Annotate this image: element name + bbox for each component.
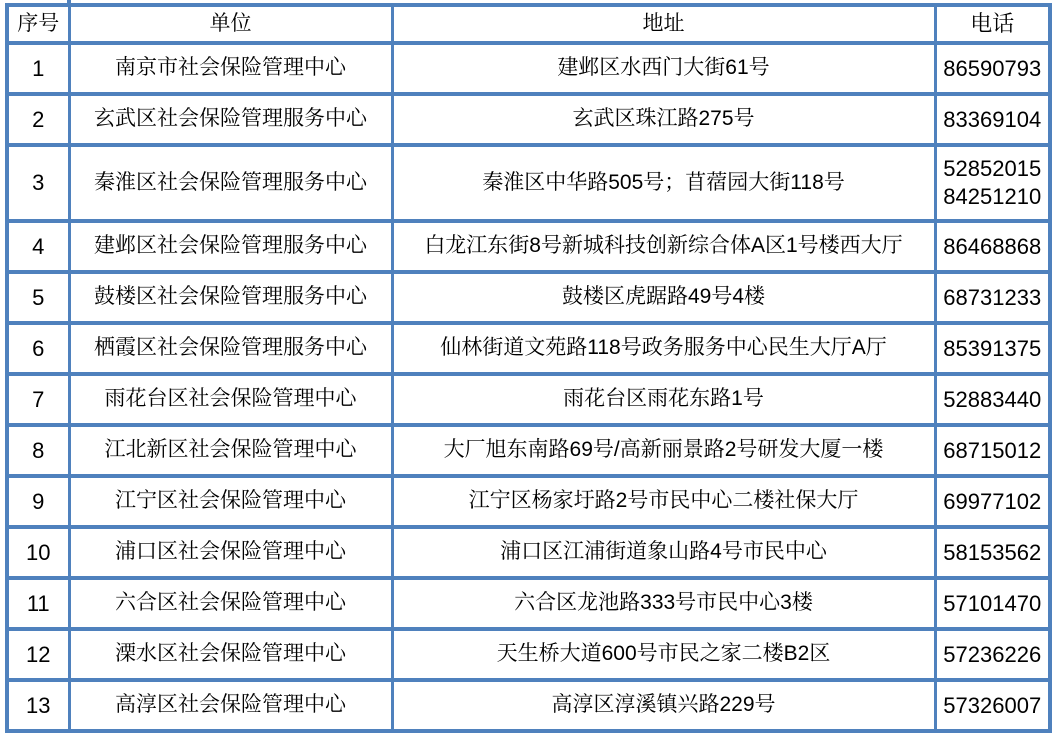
cell-no: 5: [7, 272, 69, 323]
cell-phone: 68731233: [935, 272, 1050, 323]
cell-phone: 69977102: [935, 476, 1050, 527]
border-stub-artifact: [67, 0, 71, 4]
cell-phone: 85391375: [935, 323, 1050, 374]
cell-no: 8: [7, 425, 69, 476]
cell-address: 鼓楼区虎踞路49号4楼: [392, 272, 935, 323]
cell-phone: [935, 145, 1050, 221]
cell-address: 江宁区杨家圩路2号市民中心二楼社保大厅: [392, 476, 935, 527]
cell-address: 雨花台区雨花东路1号: [392, 374, 935, 425]
cell-no: 13: [7, 680, 69, 731]
table-row: [7, 680, 1050, 731]
cell-unit: 栖霞区社会保险管理服务中心: [69, 323, 392, 374]
cell-phone: 57236226: [935, 629, 1050, 680]
header-no: 序号: [7, 5, 69, 43]
table-row: [7, 145, 1050, 221]
cell-address: 浦口区江浦街道象山路4号市民中心: [392, 527, 935, 578]
cell-unit: 建邺区社会保险管理服务中心: [69, 221, 392, 272]
table-header-row: [7, 5, 1050, 43]
table-row: [7, 476, 1050, 527]
cell-address: 仙林街道文苑路118号政务服务中心民生大厅A厅: [392, 323, 935, 374]
cell-phone: 57101470: [935, 578, 1050, 629]
cell-unit: 秦淮区社会保险管理服务中心: [69, 145, 392, 221]
header-phone: 电话: [935, 5, 1050, 43]
cell-address: 白龙江东街8号新城科技创新综合体A区1号楼西大厅: [392, 221, 935, 272]
table-row: [7, 221, 1050, 272]
cell-unit: 南京市社会保险管理中心: [69, 43, 392, 94]
header-address: 地址: [392, 5, 935, 43]
phone-line-2: 84251210: [943, 184, 1042, 209]
cell-phone: 57326007: [935, 680, 1050, 731]
cell-phone: 86468868: [935, 221, 1050, 272]
cell-unit: 浦口区社会保险管理中心: [69, 527, 392, 578]
cell-unit: 溧水区社会保险管理中心: [69, 629, 392, 680]
table-row: [7, 578, 1050, 629]
cell-no: 10: [7, 527, 69, 578]
cell-no: 12: [7, 629, 69, 680]
cell-unit: 江宁区社会保险管理中心: [69, 476, 392, 527]
cell-phone: 58153562: [935, 527, 1050, 578]
cell-no: 9: [7, 476, 69, 527]
table-row: [7, 43, 1050, 94]
cell-unit: 雨花台区社会保险管理中心: [69, 374, 392, 425]
table-row: [7, 425, 1050, 476]
cell-unit: 六合区社会保险管理中心: [69, 578, 392, 629]
table-row: [7, 374, 1050, 425]
social-insurance-centers-table: [5, 3, 1052, 733]
cell-no: 1: [7, 43, 69, 94]
cell-address: 建邺区水西门大街61号: [392, 43, 935, 94]
table-row: [7, 527, 1050, 578]
cell-address: 六合区龙池路333号市民中心3楼: [392, 578, 935, 629]
cell-no: 2: [7, 94, 69, 145]
cell-phone: 86590793: [935, 43, 1050, 94]
cell-address: 玄武区珠江路275号: [392, 94, 935, 145]
cell-address: 大厂旭东南路69号/高新丽景路2号研发大厦一楼: [392, 425, 935, 476]
cell-address: 高淳区淳溪镇兴路229号: [392, 680, 935, 731]
phone-line-1: 52852015: [943, 156, 1042, 181]
table-row: [7, 272, 1050, 323]
cell-address: 秦淮区中华路505号；苜蓿园大街118号: [392, 145, 935, 221]
cell-unit: 玄武区社会保险管理服务中心: [69, 94, 392, 145]
cell-no: 7: [7, 374, 69, 425]
cell-no: 3: [7, 145, 69, 221]
cell-phone: 68715012: [935, 425, 1050, 476]
cell-unit: 鼓楼区社会保险管理服务中心: [69, 272, 392, 323]
cell-address: 天生桥大道600号市民之家二楼B2区: [392, 629, 935, 680]
cell-unit: 江北新区社会保险管理中心: [69, 425, 392, 476]
cell-no: 11: [7, 578, 69, 629]
cell-no: 4: [7, 221, 69, 272]
cell-phone: 83369104: [935, 94, 1050, 145]
table-row: [7, 323, 1050, 374]
table-row: [7, 629, 1050, 680]
header-unit: 单位: [69, 5, 392, 43]
cell-phone: 52883440: [935, 374, 1050, 425]
cell-no: 6: [7, 323, 69, 374]
table-row: [7, 94, 1050, 145]
cell-unit: 高淳区社会保险管理中心: [69, 680, 392, 731]
